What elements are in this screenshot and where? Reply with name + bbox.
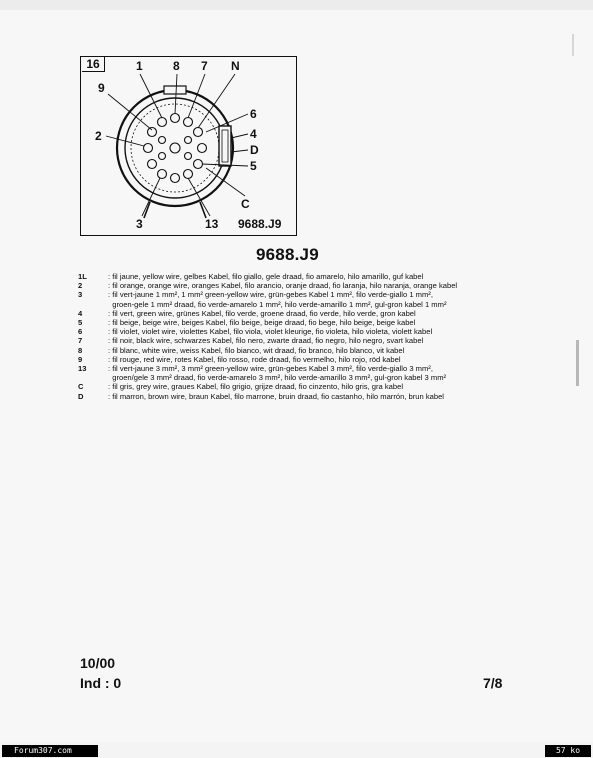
legend-desc: : fil vert, green wire, grünes Kabel, filo verde, groene draad, fio verde, hilo verde, gron kabel (108, 308, 416, 318)
legend-desc: : fil beige, beige wire, beiges Kabel, filo beige, beige draad, fio bege, hilo beige, beige kabel (108, 318, 416, 328)
pin-socket (159, 153, 166, 160)
pin-label-7: 7 (201, 59, 208, 73)
legend-code: 7 (78, 336, 83, 346)
figure-number: 16 (82, 57, 105, 72)
legend-desc: : fil jaune, yellow wire, gelbes Kabel, filo giallo, gele draad, fio amarelo, hilo amarillo, guf kabel (108, 272, 424, 281)
pin-socket (184, 170, 193, 179)
legend-desc: : fil rouge, red wire, rotes Kabel, filo rosso, rode draad, fio vermelho, hilo rojo, röd kabel (108, 354, 401, 364)
footer-date: 10/00 (80, 655, 116, 671)
scan-mark (572, 34, 574, 56)
pin-label-13: 13 (205, 217, 219, 231)
pin-socket (185, 153, 192, 160)
pin-socket (144, 144, 153, 153)
legend-row (78, 346, 578, 355)
pin-socket (170, 143, 180, 153)
pin-socket (148, 128, 157, 137)
pin-label-6: 6 (250, 107, 257, 121)
pin-socket (159, 137, 166, 144)
legend-code: 4 (78, 308, 83, 318)
pin-socket (198, 144, 207, 153)
pin-socket (185, 137, 192, 144)
legend-code: C (78, 382, 84, 392)
legend-code: 2 (78, 281, 83, 291)
legend-row (78, 327, 578, 336)
legend-code: 9 (78, 354, 83, 364)
file-size-label: 57 ko (545, 745, 591, 757)
legend-row (78, 355, 578, 364)
legend-code: 5 (78, 318, 83, 328)
pin-socket (194, 160, 203, 169)
legend-row (78, 392, 578, 401)
pin-socket (171, 114, 180, 123)
legend-row (78, 364, 578, 382)
legend-code: D (78, 391, 84, 401)
legend-row (78, 382, 578, 391)
pin-label-c: C (241, 197, 250, 211)
connector-latch (219, 126, 231, 166)
pin-label-8: 8 (173, 59, 180, 73)
pin-socket (184, 118, 193, 127)
legend-desc: : fil gris, grey wire, graues Kabel, filo grigio, grijze draad, fio cinzento, hilo gris, gra kabel (108, 382, 404, 392)
connector-key (164, 86, 186, 94)
scan-edge (0, 0, 593, 10)
legend-desc: : fil blanc, white wire, weiss Kabel, filo bianco, wit draad, fio branco, hilo blanco, vit kabel (108, 345, 405, 355)
legend-row (78, 336, 578, 345)
page-title: 9688.J9 (256, 245, 319, 264)
pin-label-d: D (250, 143, 259, 157)
legend-desc: : fil violet, violet wire, violettes Kabel, filo viola, violet kleurige, fio violeta, hilo violeta, violett kabel (108, 327, 433, 337)
legend-desc: : fil noir, black wire, schwarzes Kabel, filo nero, zwarte draad, fio negro, hilo negro, svart kabel (108, 336, 424, 346)
pin-label-n: N (231, 59, 240, 73)
pin-label-2: 2 (95, 129, 102, 143)
legend-desc: : fil marron, brown wire, braun Kabel, filo marrone, bruin draad, fio castanho, hilo marrón, brun kabel (108, 391, 444, 401)
connector-diagram (80, 56, 297, 236)
pin-label-5: 5 (250, 159, 257, 173)
legend-code: 3 (78, 290, 83, 300)
pin-socket (171, 174, 180, 183)
legend-code: 1L (78, 272, 87, 281)
pin-sockets (144, 114, 207, 183)
legend-desc: : fil orange, orange wire, oranges Kabel, filo arancio, oranje draad, fio laranja, hilo naranja, orange kabel (108, 281, 458, 291)
legend-row (78, 309, 578, 318)
pin-label-4: 4 (250, 127, 257, 141)
pin-label-1: 1 (136, 59, 143, 73)
pin-label-3: 3 (136, 217, 143, 231)
legend-row (78, 290, 578, 308)
legend-code: 6 (78, 327, 83, 337)
legend-code: 8 (78, 345, 83, 355)
pin-socket (194, 128, 203, 137)
legend-row (78, 272, 578, 281)
footer-index: Ind : 0 (80, 675, 122, 691)
pin-socket (148, 160, 157, 169)
figure-reference: 9688.J9 (238, 217, 282, 231)
legend-desc: : fil vert-jaune 1 mm², 1 mm² green-yellow wire, grün-gebes Kabel 1 mm², filo verde-giallo 1 mm², groen-gele 1 mm² draad, fio verde-amarelo 1 mm², hilo verde-amarillo 1 mm², gul-gron kabel 1 mm² (108, 290, 447, 309)
pin-socket (158, 118, 167, 127)
legend-row (78, 318, 578, 327)
source-label: Forum307.com (2, 745, 98, 757)
connector-feet (144, 202, 206, 218)
footer-page-number: 7/8 (483, 675, 503, 691)
pin-socket (158, 170, 167, 179)
legend-code: 13 (78, 364, 87, 374)
pin-label-9: 9 (98, 81, 105, 95)
legend-row (78, 281, 578, 290)
legend-desc: : fil vert-jaune 3 mm², 3 mm² green-yellow wire, grün-gebes Kabel 3 mm², filo verde-giallo 3 mm², groen/gele 3 mm² draad, fio verde-amarelo 3 mm², hilo verde-amarillo 3 mm², gul-gron kabel 3 mm² (108, 364, 447, 383)
wire-legend (78, 272, 578, 401)
